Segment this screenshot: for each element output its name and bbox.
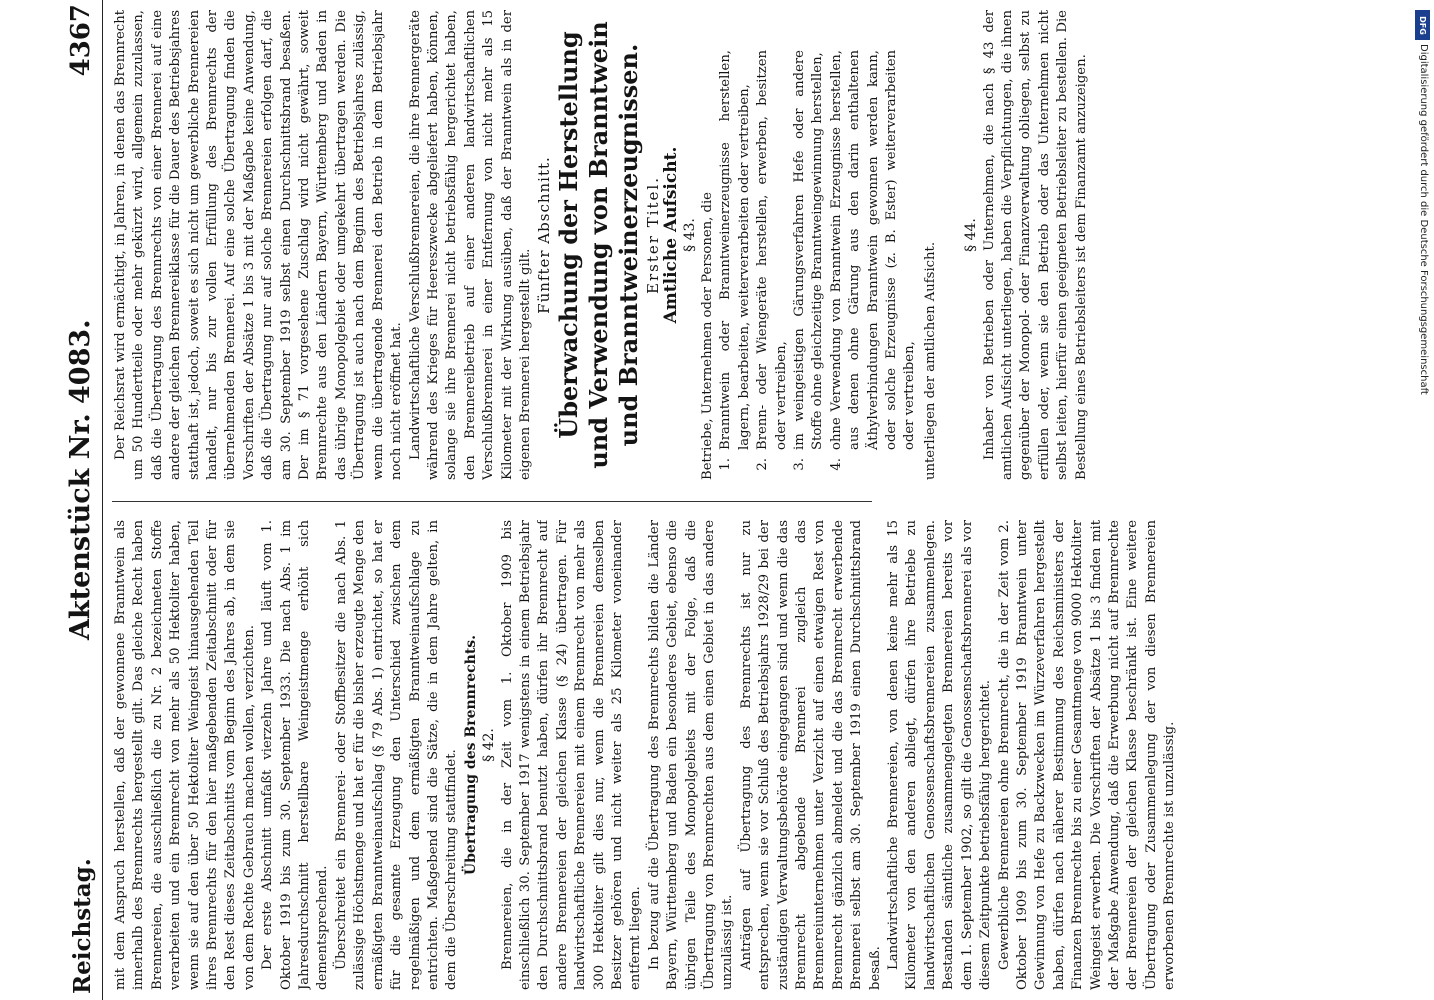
item-number: 1. [718,458,734,471]
titel-subject: Amtliche Aufsicht. [661,146,682,324]
digitization-credit: Digitalisierung gefördert durch die Deutsche Forschungsgemeinschaft [1418,44,1429,395]
left-paragraph: Gewerbliche Brennereien ohne Brennrecht, die in der Zeit vom 2. Oktober 1909 bis zum 30. September 1919 Branntwein unter Gewinnung von Hefe zu Backzwecken im Würzeverfahren hergestellt haben, dürfen nach näherer Bestimmung des Reichsministers der Finanzen Brennrechte bis zu einer Gesamtmenge von 9000 Hektoliter Weingeist erwerben. Die Vorschriften der Absätze 1 bis 3 finden mit der Maßgabe Anwendung, daß die Erwerbung nicht auf Brennrechte der Brennereien der gleichen Klasse beschränkt ist. Eine weitere Übertragung oder Zusammenlegung der von diesen Brennereien erworbenen Brennrechte ist unzulässig. [996,520,1178,990]
item-number: 2. [755,458,771,471]
chapter-title: Überwachung der Herstellung und Verwendung von Branntwein und Branntweinerzeugnissen. [553,21,643,469]
right-paragraph: Inhaber von Betrieben oder Unternehmen, die nach § 43 der amtlichen Aufsicht unterliegen, haben die Verpflichtungen, die ihnen gegenüber der Monopol- oder Finanzverwaltung obliegen, selbst zu erfüllen oder, wenn sie den Betrieb oder das Unternehmen nicht selbst leiten, hierfür einen geeigneten Betriebsleiter zu bestellen. Die Bestellung eines Betriebsleiters ist dem Finanzamt anzuzeigen. [981,10,1089,480]
running-head [52,0,103,1000]
right-paragraph: Betriebe, Unternehmen oder Personen, die [699,192,715,480]
gazette-page [52,0,1402,1000]
item-text: im weingeistigen Gärungsverfahren Hefe oder andere Stoffe ohne gleichzeitige Branntweingewinnung herstellen, [792,50,826,450]
list-item [828,10,920,480]
item-list [717,10,919,480]
left-paragraph: Landwirtschaftliche Brennereien, von denen keine mehr als 15 Kilometer von den anderen abliegt, dürfen ihre Betriebe zu landwirtschaftlichen Genossenschaftsbrennereien zusammenlegen. Bestanden sämtliche zusammengelegten Brennereien bereits vor dem 1. September 1902, so gilt die Genossenschaftsbrennerei als vor diesem Zeitpunkte betriebsfähig hergerichtet. [886,520,994,990]
right-paragraph: Der Reichsrat wird ermächtigt, in Jahren, in denen das Brennrecht um 50 Hundertteile oder mehr gekürzt wird, allgemein zuzulassen, daß die Übertragung des Brennrechts von einer Brennerei auf eine andere der gleichen Brennereiklasse für die Dauer des Betriebsjahres statthaft ist, jedoch, soweit es sich nicht um gewerbliche Brennereien handelt, nur bis zur vollen Erfüllung des Brennrechts der übernehmenden Brennerei. Auf eine solche Übertragung finden die Vorschriften der Absätze 1 bis 3 mit der Maßgabe keine Anwendung, daß die Übertragung nur auf solche Brennereien erfolgen darf, die am 30. September 1919 selbst einen Durchschnittsbrand besaßen. Der im § 71 vorgesehene Zuschlag wird nicht gewährt, soweit Brennrechte aus den Ländern Bayern, Württemberg und Baden in das übrige Monopolgebiet oder umgekehrt übertragen werden. Die Übertragung ist auch nach dem Beginn des Betriebsjahres zulässig, wenn die übertragende Brennerei den Betrieb in dem Betriebsjahr noch nicht eröffnet hat. [113,10,405,480]
item-number: 3. [792,458,807,471]
list-item [717,10,754,480]
left-paragraph: mit dem Anspruch herstellen, daß der gewonnene Branntwein als innerhalb des Brennrechts hergestellt gilt. Das gleiche Recht haben Brennereien, die ausschließlich die zu Nr. 2 bezeichneten Stoffe verarbeiten und ein Brennrecht von mehr als 50 Hektoliter haben, wenn sie auf den über 50 Hektoliter Weingeist hinausgehenden Teil ihres Brennrechts für den hier maßgebenden Zeitabschnitt oder für den Rest dieses Zeitabschnitts vom Beginn des Jahres ab, in dem sie von dem Rechte Gebrauch machen wollen, verzichten. [113,520,257,990]
page-number: 4367 [66,4,96,77]
item-text: Branntwein oder Branntweinerzeugnisse herstellen, lagern, bearbeiten, weiterverarbeiten oder vertreiben, [718,50,752,450]
item-number: 4. [828,458,844,471]
section-title: Übertragung des Brennrechts. [462,634,479,876]
paragraph-number: § 42. [481,728,498,762]
right-paragraph: unterliegen der amtlichen Aufsicht. [922,241,938,480]
right-paragraph: Landwirtschaftliche Verschlußbrennereien, die ihre Brennergeräte während des Krieges für Heereszwecke abgeliefert haben, können, solange sie ihre Brennerei nicht betriebsfähig hergerichtet haben, den Brennereibetrieb auf einer anderen landwirtschaftlichen Verschlußbrennerei in einer Entfernung von nicht mehr als 15 Kilometer mit der Wirkung ausüben, daß der Branntwein als in der eigenen Brennerei hergestellt gilt. [407,10,533,480]
item-text: Brenn- oder Wiengeräte herstellen, erwerben, besitzen oder vertreiben, [755,50,789,450]
left-paragraph: Brennereien, die in der Zeit vom 1. Oktober 1909 bis einschließlich 30. September 1917 wenigstens in einem Betriebsjahr den Durchschnittsbrand benutzt haben, dürfen ihr Brennrecht auf andere Brennereien der gleichen Klasse (§ 24) übertragen. Für landwirtschaftliche Brennereien mit einem Brennrecht von mehr als 300 Hektoliter gilt dies nur, wenn die Brennereien demselben Besitzer gehören und nicht weiter als 25 Kilometer voneinander entfernt liegen. [499,520,644,990]
digitization-note [1412,8,1434,993]
paragraph-number: § 44. [963,218,980,252]
left-paragraph: In bezug auf die Übertragung des Brennrechts bilden die Länder Bayern, Württemberg und Baden ein besonderes Gebiet, ebenso die übrigen Teile des Monopolgebiets mit der Folge, daß die Übertragung von Brennrechten aus dem einen Gebiet in das andere unzulässig ist. [646,520,736,990]
titel-heading: Erster Titel. [643,176,662,294]
header-left: Reichstag. [69,858,96,994]
column-divider [112,501,872,502]
list-item [754,10,791,480]
left-paragraph: Der erste Abschnitt umfaßt vierzehn Jahre und läuft vom 1. Oktober 1919 bis zum 30. September 1933. Die nach Abs. 1 im Jahresdurchschnitt herstellbare Weingeistmenge erhöht sich dementsprechend. [260,520,331,990]
left-paragraph: Überschreitet ein Brennerei- oder Stoffbesitzer die nach Abs. 1 zulässige Höchstmenge und hat er für die bisher erzeugte Menge den ermäßigten Branntweinaufschlag (§ 79 Abs. 1) entrichtet, so hat er für die gesamte Erzeugung den Unterschied zwischen dem regelmäßigen und dem ermäßigten Branntweinaufschlage zu entrichten. Maßgebend sind die Sätze, die in dem Jahre gelten, in dem die Überschreitung stattfindet. [333,520,460,990]
left-paragraph: Anträgen auf Übertragung des Brennrechts ist nur zu entsprechen, wenn sie vor Schluß des Betriebsjahrs 1928/29 bei der zuständigen Verwaltungsbehörde eingegangen sind und wenn die das Brennrecht abgebende Brennerei zugleich das Brennereiunternehmen unter Verzicht auf einen etwaigen Rest von Brennrecht gänzlich abmeldet und die das Brennrecht erwerbende Brennerei selbst am 30. September 1919 einen Durchschnittsbrand besaß. [738,520,883,990]
item-text: ohne Verwendung von Branntwein Erzeugnisse herstellen, aus denen ohne Gärung aus den darin enthaltenen Äthylverbindungen Branntwein gewonnen werden kann, oder solche Erzeugnisse (z. B. Ester) weiterverarbeiten oder vertreiben, [828,50,918,450]
right-column [112,10,1392,480]
abschnitt-heading: Fünfter Abschnitt. [535,156,554,314]
header-document-number: Aktenstück Nr. 4083. [65,319,96,640]
left-column [112,520,1392,990]
list-item [791,10,828,480]
paragraph-number: § 43. [681,218,698,252]
dfg-logo: DFG [1415,10,1430,40]
